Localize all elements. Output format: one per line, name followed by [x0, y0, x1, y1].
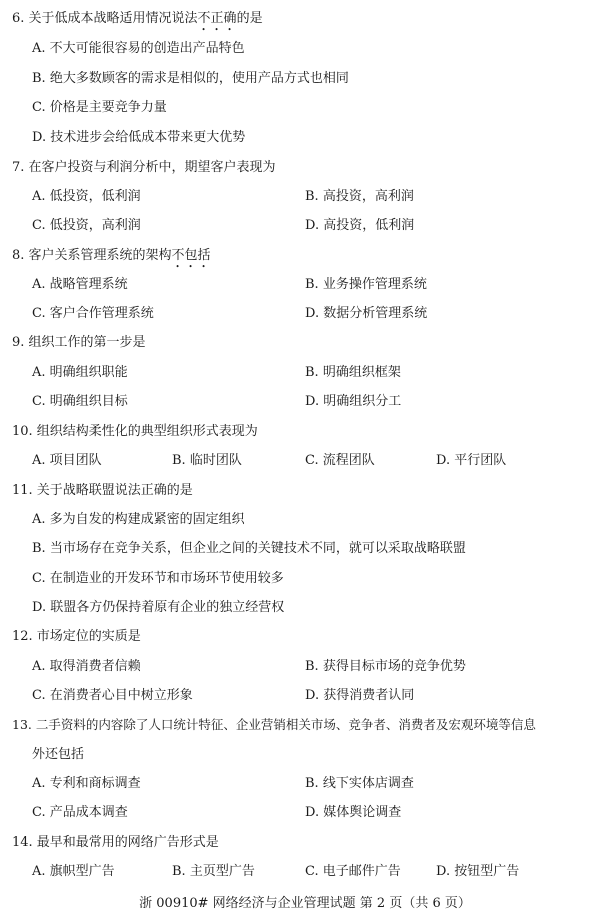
- stem-text: 6. 关于低成本战略适用情况说法: [12, 11, 198, 26]
- question-7-stem: 7. 在客户投资与利润分析中，期望客户表现为: [12, 160, 276, 175]
- question-8-stem: [12, 247, 211, 265]
- option: B. 获得目标市场的竞争优势: [305, 659, 466, 674]
- stem-text: 8. 客户关系管理系统的架构: [12, 248, 172, 263]
- question-13-stem: 13. 二手资料的内容除了人口统计特征、企业营销相关市场、竞争者、消费者及宏观环境等信息: [12, 717, 536, 732]
- option: C. 在制造业的开发环节和市场环节使用较多: [32, 571, 284, 586]
- option: C. 低投资，高利润: [32, 218, 141, 233]
- question-6-stem: [12, 10, 263, 28]
- option: D. 高投资，低利润: [305, 218, 415, 233]
- option: A. 不大可能很容易的创造出产品特色: [32, 41, 245, 56]
- option: B. 高投资，高利润: [305, 189, 414, 204]
- option: A. 多为自发的构建成紧密的固定组织: [32, 512, 245, 527]
- option: B. 线下实体店调查: [305, 776, 414, 791]
- emphasis-text: 不包括: [171, 248, 211, 263]
- option: C. 在消费者心目中树立形象: [32, 688, 193, 703]
- option: C. 价格是主要竞争力量: [32, 100, 167, 115]
- option: D. 媒体舆论调查: [305, 805, 402, 820]
- option: B. 明确组织框架: [305, 365, 401, 380]
- option: B. 主页型广告: [172, 864, 255, 879]
- option: A. 旗帜型广告: [32, 864, 115, 879]
- question-12-stem: 12. 市场定位的实质是: [12, 629, 141, 644]
- option: A. 明确组织职能: [32, 365, 128, 380]
- option: B. 业务操作管理系统: [305, 277, 427, 292]
- option: D. 平行团队: [436, 453, 507, 468]
- option: C. 产品成本调查: [32, 805, 128, 820]
- option: A. 项目团队: [32, 453, 102, 468]
- option: D. 联盟各方仍保持着原有企业的独立经营权: [32, 600, 285, 615]
- option: B. 绝大多数顾客的需求是相似的，使用产品方式也相同: [32, 71, 349, 86]
- question-10-stem: 10. 组织结构柔性化的典型组织形式表现为: [12, 424, 258, 439]
- question-9-stem: 9. 组织工作的第一步是: [12, 335, 146, 350]
- option: D. 数据分析管理系统: [305, 306, 428, 321]
- emphasis-text: 不正确: [197, 11, 237, 26]
- stem-text: 的是: [236, 11, 263, 26]
- option: D. 按钮型广告: [436, 864, 520, 879]
- option: C. 电子邮件广告: [305, 864, 401, 879]
- option: C. 流程团队: [305, 453, 375, 468]
- option: A. 战略管理系统: [32, 277, 128, 292]
- question-14-stem: 14. 最早和最常用的网络广告形式是: [12, 835, 219, 850]
- option: C. 客户合作管理系统: [32, 306, 154, 321]
- option: D. 明确组织分工: [305, 394, 402, 409]
- option: C. 明确组织目标: [32, 394, 128, 409]
- option: D. 获得消费者认同: [305, 688, 415, 703]
- option: A. 专利和商标调查: [32, 776, 141, 791]
- option: A. 低投资，低利润: [32, 189, 141, 204]
- question-11-stem: 11. 关于战略联盟说法正确的是: [12, 483, 193, 498]
- option: B. 当市场存在竞争关系，但企业之间的关键技术不同，就可以采取战略联盟: [32, 541, 466, 556]
- option: B. 临时团队: [172, 453, 242, 468]
- option: A. 取得消费者信赖: [32, 659, 141, 674]
- option: D. 技术进步会给低成本带来更大优势: [32, 130, 246, 145]
- page-footer: 浙 00910# 网络经济与企业管理试题 第 2 页（共 6 页）: [139, 896, 471, 911]
- question-13-stem-cont: 外还包括: [32, 747, 85, 762]
